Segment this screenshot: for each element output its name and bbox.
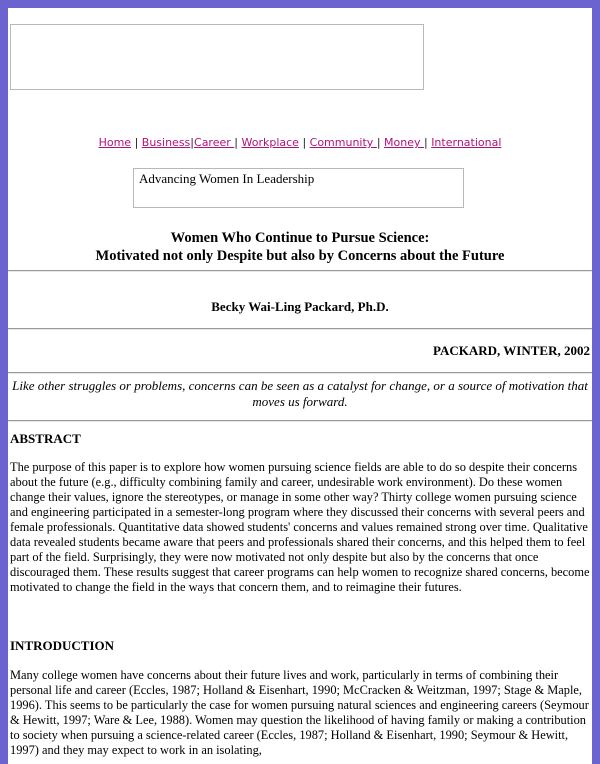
citation: PACKARD, WINTER, 2002 — [433, 343, 590, 358]
nav-separator: | — [302, 136, 310, 149]
divider — [8, 372, 592, 374]
nav-money[interactable]: Money — [384, 136, 424, 149]
top-nav — [8, 136, 592, 149]
divider — [8, 420, 592, 422]
nav-career[interactable]: Career — [194, 136, 235, 149]
nav-separator: | — [134, 136, 142, 149]
article-title-line2: Motivated not only Despite but also by Concerns about the Future — [95, 248, 505, 264]
nav-separator: | — [423, 136, 432, 149]
article-title-line1: Women Who Continue to Pursue Science: — [170, 230, 430, 246]
abstract-paragraph: The purpose of this paper is to explore how women pursuing science fields are able to do so despite their concerns about the future (e.g., difficulty combining family and career, undesirable work environment). Do these women change their values, ignore the stereotypes, or manage in some other way? Thirty college women pursuing science and engineering participated in a semester-long program where they discussed their concerns with several peers and female professionals. Quantitative data showed students' concerns and values remained strong over time. Qualitative data revealed students became aware that peers and professionals shared their concerns, and this helped them to feel part of the field. Surprisingly, they were now motivated not only despite but also by the concerns that once discouraged them. These results suggest that career programs can help women to recognize shared concerns, become motivated to change the field in the ways that concern them, and to reimagine their futures. — [10, 460, 590, 594]
introduction-heading: INTRODUCTION — [10, 638, 115, 653]
article-title — [8, 229, 592, 265]
banner-ad-frame — [10, 24, 424, 90]
tagline-box: Advancing Women In Leadership — [133, 168, 464, 208]
author-name: Becky Wai-Ling Packard, Ph.D. — [211, 299, 389, 314]
nav-community[interactable]: Community — [309, 136, 377, 149]
divider — [8, 270, 592, 272]
nav-separator: | — [190, 136, 195, 149]
divider — [8, 328, 592, 330]
nav-separator: | — [234, 136, 242, 149]
epigraph-quote: Like other struggles or problems, concerns can be seen as a catalyst for change, or a source of motivation that moves us forward. — [12, 378, 588, 409]
nav-international[interactable]: International — [431, 136, 502, 149]
abstract-heading: ABSTRACT — [10, 431, 81, 446]
nav-separator: | — [376, 136, 385, 149]
nav-business[interactable]: Business — [141, 136, 191, 149]
nav-home[interactable]: Home — [98, 136, 132, 149]
nav-workplace[interactable]: Workplace — [241, 136, 299, 149]
page — [8, 8, 592, 764]
introduction-paragraph: Many college women have concerns about their future lives and work, particularly in terms of combining their personal life and career (Eccles, 1987; Holland & Eisenhart, 1990; McCracken & Weitzman, 1997; Stage & Maple, 1996). This seems to be particularly the case for women pursuing natural sciences and engineering careers (Seymour & Hewitt, 1997; Ware & Lee, 1988). Women may question the likelihood of having family or making a contribution to society when pursuing a science-related career (Eccles, 1987; Holland & Eisenhart, 1990; Seymour & Hewitt, 1997) and they may expect to work in an isolating, — [10, 668, 589, 757]
